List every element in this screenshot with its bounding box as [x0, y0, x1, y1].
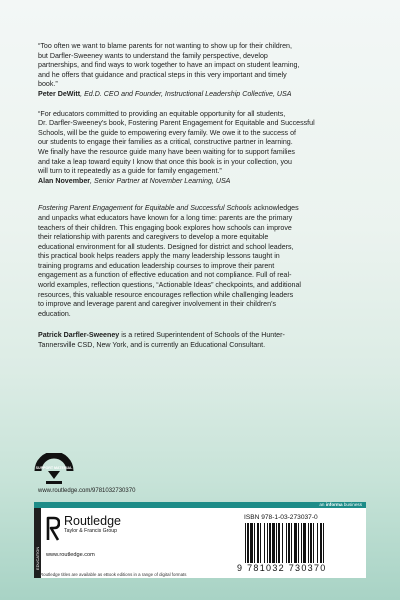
- barcode-bar: [247, 523, 249, 563]
- barcode-bar: [310, 523, 312, 563]
- barcode-bar: [245, 523, 246, 563]
- barcode-bar: [298, 523, 299, 563]
- barcode-bar: [257, 523, 259, 563]
- endorsement-attribution: [38, 177, 366, 187]
- barcode: [243, 523, 359, 563]
- barcode-bar: [267, 523, 268, 563]
- barcode-bar: [303, 523, 306, 563]
- barcode-bar: [260, 523, 261, 563]
- barcode-bar: [308, 523, 309, 563]
- publisher-group: Taylor & Francis Group: [64, 528, 118, 534]
- barcode-bar: [291, 523, 292, 563]
- endorsement-dewitt: [38, 42, 366, 100]
- informa-label: an informa business: [319, 502, 362, 507]
- barcode-bar: [272, 523, 275, 563]
- book-title-italic: Fostering Parent Engagement for Equitable and Successful Schools: [38, 204, 252, 213]
- endorser-name: Peter DeWitt: [38, 89, 81, 98]
- barcode-bar: [269, 523, 271, 563]
- ebook-note: Routledge titles are available as eBook editions in a range of digital formats: [40, 572, 187, 577]
- support-badge-text: SUPPORT MATERIAL: [35, 466, 73, 470]
- author-bio: Patrick Darfler-Sweeney is a retired Superintendent of Schools of the Hunter- Tannersville CSD, New York, and is currently an Educational Consultant.: [38, 331, 285, 350]
- barcode-bar: [276, 523, 277, 563]
- barcode-bar: [320, 523, 322, 563]
- endorsement-attribution: [38, 90, 366, 100]
- isbn-label: ISBN 978-1-03-273037-0: [244, 514, 318, 521]
- endorsement-text: “For educators committed to providing an equitable opportunity for all students, Dr. Darfler-Sweeney’s book, Fostering Parent Engagement for Equitable and Successful Schools, will be the guide to empowering every family. We owe it to the success of our students to engage their families as a critical, constructive partner in learning. We finally have the resource guide many have been waiting for to support families and take a leap toward equity I know that once this book is in your collection, you will turn to it repeatedly as a guide for family engagement.”: [38, 109, 315, 176]
- subject-bar: [34, 508, 41, 578]
- support-material-icon: [34, 453, 74, 487]
- barcode-bar: [301, 523, 302, 563]
- barcode-bar: [317, 523, 318, 563]
- informa-strip: [34, 502, 366, 508]
- cover-text: [38, 42, 366, 351]
- barcode-bar: [250, 523, 253, 563]
- subject-label: EDUCATION: [35, 546, 40, 570]
- barcode-bar: [278, 523, 280, 563]
- barcode-bar: [264, 523, 265, 563]
- barcode-bar: [323, 523, 324, 563]
- barcode-bar: [282, 523, 283, 563]
- routledge-logo-icon: [46, 516, 60, 542]
- publisher-name: Routledge: [64, 514, 121, 528]
- support-material-url: www.routledge.com/9781032730370: [38, 488, 136, 494]
- barcode-bar: [313, 523, 314, 563]
- publisher-panel: [34, 502, 366, 578]
- endorsement-text: “Too often we want to blame parents for not wanting to show up for their children, but Darfler-Sweeney wants to understand the family perspective, develop partnerships, and find ways to work together to have an impact on student learning, and he offers that guidance and practical steps in this very important and timely book.”: [38, 42, 300, 89]
- publisher-url: www.routledge.com: [46, 552, 95, 558]
- endorser-name: Alan November: [38, 176, 91, 185]
- barcode-bar: [288, 523, 290, 563]
- barcode-bar: [294, 523, 297, 563]
- endorser-role: , Ed.D. CEO and Founder, Instructional Leadership Collective, USA: [80, 89, 292, 98]
- endorser-role: , Senior Partner at November Learning, USA: [90, 176, 231, 185]
- barcode-digits: 9 781032 730370: [237, 563, 327, 573]
- endorsement-november: [38, 110, 366, 187]
- author-name: Patrick Darfler-Sweeney: [38, 331, 120, 340]
- barcode-bar: [286, 523, 287, 563]
- book-description: Fostering Parent Engagement for Equitable and Successful Schools acknowledges and unpacks what educators have known for a long time: parents are the primary teachers of their children. This engaging book explores how schools can improve their relationship with parents and caregivers to develop a more equitable educational environment for all students. Designed for district and school leaders, this practical book helps readers apply the many leadership lessons taught in training programs and education leadership courses to improve their parent engagement as a function of effective education and not compliance. Full of real- world examples, reflection questions, “Actionable Ideas” checkpoints, and additional resources, this valuable resource encourages reflection while challenging leaders to improve and leverage parent and caregiver involvement in their children’s education.: [38, 204, 302, 318]
- barcode-bar: [254, 523, 255, 563]
